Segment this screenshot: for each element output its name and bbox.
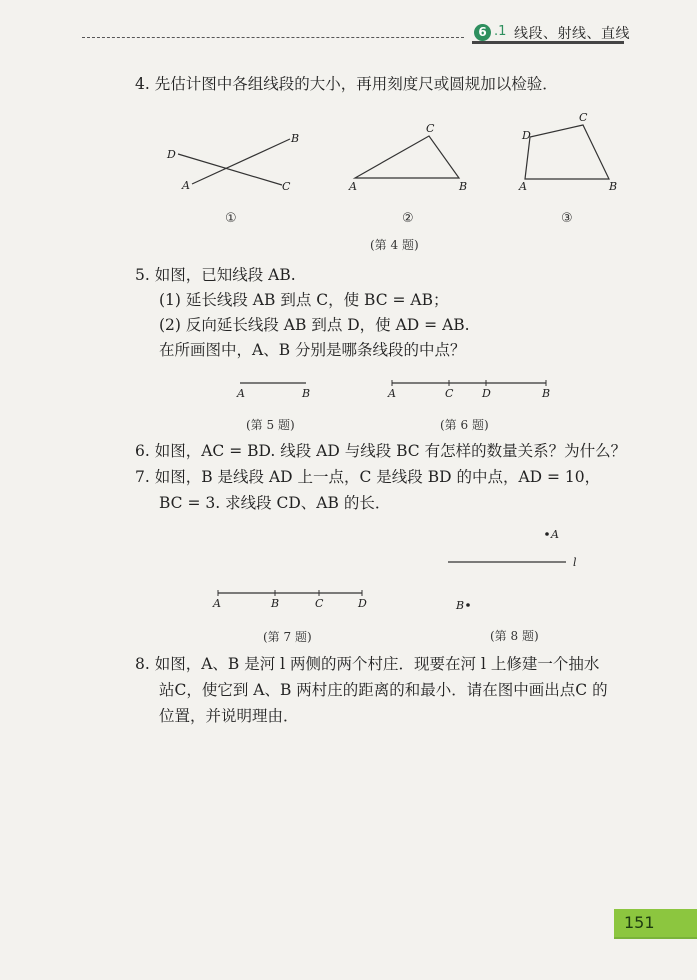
q7-fig-label-c: C: [315, 597, 324, 610]
question-4-text: 4. 先估计图中各组线段的大小，再用刻度尺或圆规加以检验．: [135, 75, 558, 93]
question-5-line-2: (1) 延长线段 AB 到点 C，使 BC = AB；: [159, 291, 449, 309]
q6-fig-label-b: B: [542, 387, 551, 400]
q8-label-b: B: [456, 599, 465, 612]
q4-fig1-label-c: C: [282, 180, 291, 193]
q5-fig-label-a: A: [237, 387, 245, 400]
q7-fig-label-b: B: [271, 597, 280, 610]
q4-marker-2: ②: [402, 211, 414, 226]
q7-figure: [208, 584, 378, 612]
question-8-line-3: 位置，并说明理由．: [159, 707, 299, 725]
q4-figure-1: [160, 125, 300, 195]
q4-caption: (第 4 题): [370, 238, 419, 252]
section-title: 线段、射线、直线: [514, 26, 630, 42]
question-5-line-3: (2) 反向延长线段 AB 到点 D，使 AD = AB.: [159, 316, 470, 334]
q4-fig3-label-c: C: [579, 111, 588, 124]
question-5-line-4: 在所画图中，A、B 分别是哪条线段的中点？: [159, 341, 466, 359]
q8-point-a: [545, 532, 549, 536]
q4-fig3-label-b: B: [609, 180, 618, 192]
q4-fig3-label-a: A: [519, 180, 527, 192]
chapter-number-badge: 6: [474, 24, 491, 41]
q6-figure: [382, 374, 562, 402]
q4-figure-markers: [215, 204, 585, 230]
q7-fig-label-a: A: [213, 597, 221, 610]
question-8-line-2: 站C，使它到 A、B 两村庄的距离的和最小．请在图中画出点C 的: [159, 681, 608, 699]
q6-caption: (第 6 题): [440, 418, 489, 432]
q4-fig2-label-a: A: [349, 180, 357, 193]
q6-fig-label-d: D: [482, 387, 491, 400]
q8-label-l: l: [573, 556, 577, 569]
q4-fig2-label-c: C: [426, 122, 435, 135]
question-7-line-2: BC = 3. 求线段 CD、AB 的长．: [159, 494, 391, 512]
q7-caption: (第 7 题): [263, 630, 312, 644]
q4-figure-3: [515, 108, 625, 192]
header-dashed-rule: [82, 37, 464, 38]
q4-fig3-label-d: D: [522, 129, 531, 142]
q5-fig-label-b: B: [302, 387, 311, 400]
q8-point-b: [466, 603, 470, 607]
page-number: 151: [614, 909, 697, 937]
q6-fig-label-a: A: [388, 387, 396, 400]
q5-figure: [230, 374, 320, 402]
question-5-line-1: 5. 如图，已知线段 AB.: [135, 266, 296, 284]
q8-figure: [440, 522, 590, 618]
q5-caption: (第 5 题): [246, 418, 295, 432]
q8-caption: (第 8 题): [490, 629, 539, 643]
q4-fig1-label-b: B: [291, 132, 300, 145]
question-6-text: 6. 如图，AC = BD. 线段 AD 与线段 BC 有怎样的数量关系？为什么？: [135, 442, 627, 460]
question-7-line-1: 7. 如图，B 是线段 AD 上一点，C 是线段 BD 的中点，AD = 10，: [135, 468, 601, 486]
question-8-line-1: 8. 如图，A、B 是河 l 两侧的两个村庄．现要在河 l 上修建一个抽水: [135, 655, 600, 673]
q4-figure-2: [345, 118, 475, 194]
q4-fig1-label-d: D: [167, 148, 176, 161]
q6-fig-label-c: C: [445, 387, 454, 400]
section-number: .1: [494, 24, 507, 39]
q7-fig-label-d: D: [358, 597, 367, 610]
q4-fig1-label-a: A: [182, 179, 190, 192]
page-number-strip: [614, 937, 697, 939]
q4-marker-3: ③: [561, 211, 573, 226]
q8-label-a: A: [551, 528, 559, 541]
q4-marker-1: ①: [225, 211, 237, 226]
q4-fig2-label-b: B: [459, 180, 468, 193]
